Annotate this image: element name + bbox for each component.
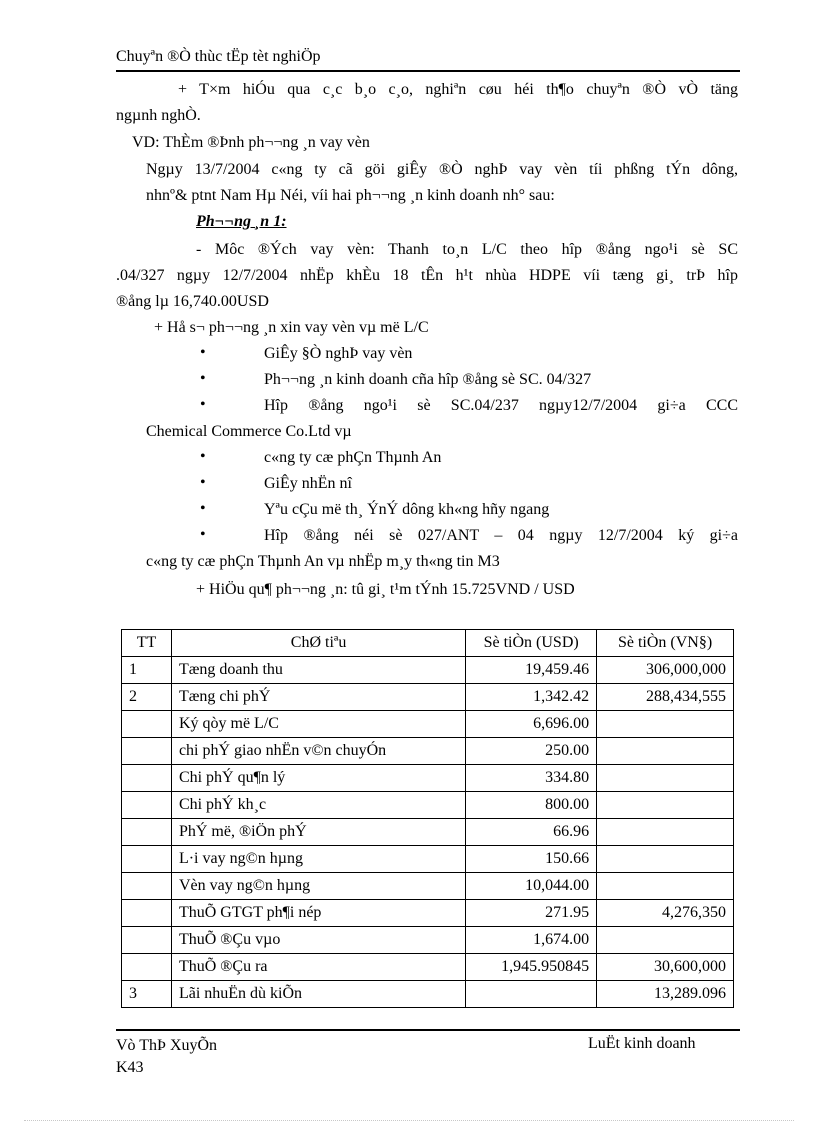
cell-usd: 250.00 — [466, 738, 597, 765]
cell-indicator: Chi phÝ qu¶n lý — [171, 765, 465, 792]
list-item: Hîp ®ång ngo¹i sè SC.04/237 ngµy12/7/2004 gi÷a CCC — [264, 397, 738, 414]
table-header-row — [122, 630, 734, 657]
bullet-icon: • — [200, 526, 206, 543]
list-item-cont: Chemical Commerce Co.Ltd vµ — [146, 423, 352, 440]
cell-tt: 3 — [122, 981, 172, 1008]
footer-author: Vò ThÞ XuyÕn — [116, 1037, 218, 1054]
cell-usd: 66.96 — [466, 819, 597, 846]
cell-tt — [122, 873, 172, 900]
bullet-icon: • — [200, 396, 206, 413]
cell-indicator: Ký qòy më L/C — [171, 711, 465, 738]
cell-vnd — [597, 873, 734, 900]
table-body — [122, 657, 734, 1008]
table-row — [122, 819, 734, 846]
cell-indicator: PhÝ më, ®iÖn phÝ — [171, 819, 465, 846]
cell-indicator: Chi phÝ kh¸c — [171, 792, 465, 819]
footer-left — [116, 1035, 217, 1079]
subheading: + Hå s¬ ph¬¬ng ¸n xin vay vèn vµ më L/C — [154, 319, 429, 336]
cell-usd: 19,459.46 — [466, 657, 597, 684]
list-item: GiÊy nhËn nî — [264, 475, 352, 492]
para-line: ®ång lµ 16,740.00USD — [116, 293, 269, 310]
bullet-icon: • — [200, 474, 206, 491]
cell-vnd — [597, 738, 734, 765]
table-row — [122, 981, 734, 1008]
cell-vnd — [597, 765, 734, 792]
cell-usd: 6,696.00 — [466, 711, 597, 738]
para-line: nhnº& ptnt Nam Hµ Néi, víi hai ph¬¬ng ¸n kinh doanh nh° sau: — [146, 187, 555, 204]
list-item-cont: c«ng ty cæ phÇn Thµnh An vµ nhËp m¸y th«ng tin M3 — [146, 553, 500, 570]
example-heading: VD: ThÈm ®Þnh ph¬¬ng ¸n vay vèn — [132, 134, 370, 151]
table-row — [122, 765, 734, 792]
cell-indicator: chi phÝ giao nhËn v©n chuyÓn — [171, 738, 465, 765]
financial-table — [121, 629, 734, 1008]
table-row — [122, 792, 734, 819]
cell-tt — [122, 900, 172, 927]
cell-tt — [122, 738, 172, 765]
cell-vnd: 4,276,350 — [597, 900, 734, 927]
list-item: Yªu cÇu më th¸ ÝnÝ dông kh«ng hñy ngang — [264, 501, 550, 518]
cell-usd — [466, 981, 597, 1008]
table-row — [122, 657, 734, 684]
bullet-icon: • — [200, 370, 206, 387]
col-header-vnd: Sè tiÒn (VN§) — [597, 630, 734, 657]
para-line: + T×m hiÓu qua c¸c b¸o c¸o, nghiªn cøu héi th¶o chuyªn ®Ò vÒ täng — [178, 81, 738, 98]
cell-vnd: 30,600,000 — [597, 954, 734, 981]
cell-vnd: 288,434,555 — [597, 684, 734, 711]
footer-class: K43 — [116, 1059, 144, 1076]
para-line: .04/327 ngµy 12/7/2004 nhËp khÈu 18 tÊn h¹t nhùa HDPE víi tæng gi¸ trÞ hîp — [116, 267, 738, 284]
cell-usd: 1,674.00 — [466, 927, 597, 954]
table-row — [122, 873, 734, 900]
cell-tt — [122, 765, 172, 792]
cell-usd: 334.80 — [466, 765, 597, 792]
cell-tt — [122, 927, 172, 954]
table-row — [122, 927, 734, 954]
cell-indicator: Tæng doanh thu — [171, 657, 465, 684]
cell-vnd — [597, 927, 734, 954]
cell-vnd: 13,289.096 — [597, 981, 734, 1008]
col-header-usd: Sè tiÒn (USD) — [466, 630, 597, 657]
cell-tt: 2 — [122, 684, 172, 711]
footer-faculty: LuËt kinh doanh — [588, 1035, 696, 1052]
cell-tt — [122, 954, 172, 981]
cell-usd: 150.66 — [466, 846, 597, 873]
cell-indicator: Lãi nhuËn dù kiÕn — [171, 981, 465, 1008]
table-row — [122, 846, 734, 873]
cell-vnd — [597, 711, 734, 738]
header-divider — [116, 70, 740, 72]
bullet-icon: • — [200, 344, 206, 361]
cell-usd: 800.00 — [466, 792, 597, 819]
cell-vnd: 306,000,000 — [597, 657, 734, 684]
bullet-icon: • — [200, 500, 206, 517]
cell-tt — [122, 792, 172, 819]
bullet-icon: • — [200, 448, 206, 465]
section-heading: Ph¬¬ng ¸n 1: — [196, 213, 287, 230]
table-row — [122, 954, 734, 981]
cell-tt: 1 — [122, 657, 172, 684]
cell-indicator: L·i vay ng©n hµng — [171, 846, 465, 873]
list-item: c«ng ty cæ phÇn Thµnh An — [264, 449, 442, 466]
cell-tt — [122, 819, 172, 846]
page-header-title: Chuyªn ®Ò thùc tËp tèt nghiÖp — [116, 48, 321, 65]
table-row — [122, 711, 734, 738]
col-header-indicator: ChØ tiªu — [171, 630, 465, 657]
page-edge — [24, 1120, 794, 1121]
cell-vnd — [597, 846, 734, 873]
table-row — [122, 738, 734, 765]
cell-indicator: Tæng chi phÝ — [171, 684, 465, 711]
para-line: - Môc ®Ých vay vèn: Thanh to¸n L/C theo hîp ®ång ngo¹i sè SC — [196, 241, 738, 258]
cell-usd: 1,342.42 — [466, 684, 597, 711]
cell-usd: 271.95 — [466, 900, 597, 927]
cell-usd: 1,945.950845 — [466, 954, 597, 981]
cell-indicator: Vèn vay ng©n hµng — [171, 873, 465, 900]
table-row — [122, 900, 734, 927]
cell-vnd — [597, 792, 734, 819]
col-header-tt: TT — [122, 630, 172, 657]
list-item: Hîp ®ång néi sè 027/ANT – 04 ngµy 12/7/2004 ký gi÷a — [264, 527, 738, 544]
cell-usd: 10,044.00 — [466, 873, 597, 900]
cell-tt — [122, 846, 172, 873]
cell-indicator: ThuÕ GTGT ph¶i nép — [171, 900, 465, 927]
cell-tt — [122, 711, 172, 738]
para-line: Ngµy 13/7/2004 c«ng ty cã göi giÊy ®Ò nghÞ vay vèn tíi phßng tÝn dông, — [146, 161, 738, 178]
cell-indicator: ThuÕ ®Çu ra — [171, 954, 465, 981]
para-line: + HiÖu qu¶ ph¬¬ng ¸n: tû gi¸ t¹m tÝnh 15.725VND / USD — [196, 581, 575, 598]
list-item: GiÊy §Ò nghÞ vay vèn — [264, 345, 413, 362]
footer-divider — [116, 1029, 740, 1031]
cell-indicator: ThuÕ ®Çu vµo — [171, 927, 465, 954]
list-item: Ph¬¬ng ¸n kinh doanh cña hîp ®ång sè SC. 04/327 — [264, 371, 592, 388]
table-row — [122, 684, 734, 711]
para-line: ngµnh nghÒ. — [116, 107, 201, 124]
cell-vnd — [597, 819, 734, 846]
